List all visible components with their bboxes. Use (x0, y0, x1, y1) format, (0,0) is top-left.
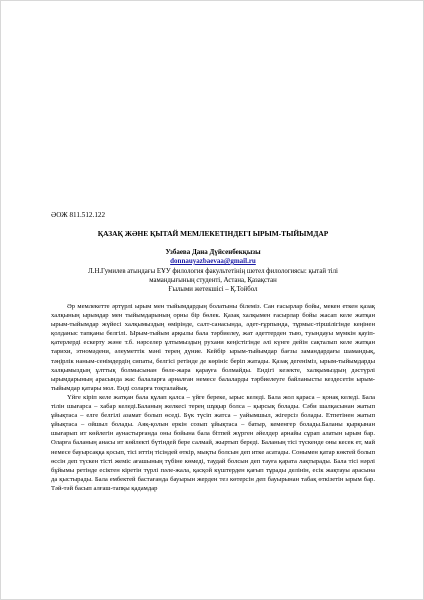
article-body (51, 211, 375, 493)
udc-code: ӘОЖ 811.512.122 (51, 211, 106, 219)
article-title: ҚАЗАҚ ЖӘНЕ ҚЫТАЙ МЕМЛЕКЕТІНДЕГІ ЫРЫМ-ТЫЙЫМДАР (97, 229, 329, 238)
paragraph-1: Әр мемлекетте әртүрлі ырым мен тыйымдардың болатыны білеміз. Сан ғасырлар бойы, мекен еткен қазақ халқының ырымдар мен тыйымдарының орны бір бөлек. Қазақ халқымен ғасырлар бойы жасап келе жатқан ырым-тыйымдар жүйесі халқымыздың өмірінде, салт-санасында, әдет-ғұрпында, тұрмыс-тіршілігінде кеңінен қолданыс тапқаны белгілі. Ырым-тыйым арқылы бала тәрбиелеу, жат әдеттерден тыю, туындауы мүмкін қауіп-қатерлерді ескерту және т.б. нәрселер ұлтымыздың рухани кеңістігінде әлі күнге дейін сақталып келе жатқан тарихи, этномәдени, әлеуметтік мәні терең дүние. Кейбір ырым-тыйымдар бағзы замандардағы шамандық, тәңірлік наным-сенімдердің сипаты, белгісі ретінде де көрініс беріп жатады. Қазақ дегеніміз, ырым-тыйымдарды халқымыздың ұлттық болмысынан бөле-жара қарауға болмайды. Ендігі кезекте, халқымыздың дәстүрлі ырымдарының арасында жас балаларға арналған немесе балаларды тәрбиелеуге байланысты кездесетін ырым-тыйымдар қатары мол. Енді соларға тоқталайық. (51, 303, 375, 392)
author-name: Узбаева Дана Дүйсенбекқызы (165, 248, 261, 256)
paragraph-2: Үйге кіріп келе жатқан бала құлап қалса – үйге береке, ырыс келеді. Бала жол қараса – қонақ келеді. Бала тілін шығарса – хабар келеді.Баланың желкесі терең шұқыр болса – қырсық болады. Сәби шалқасынан жатып ұйықтаса – елге белгілі азамат болып өседі. Бүк түсіп жатса – уайымшыл, жігерсіз болады. Етпетінен жатып ұйықтаса – ойшыл болады. Аяқ-қолын еркін созып ұйықтаса – батыр, кеменгер болады.Баланы қырқынан шығарып ит көйлегін аунастырғанда оны бойына бала бітпей жүрген әйелдер арнайы сұрап алатын ырым бар. Оларға баланың анасы ит көйлекті бүтіндей бере салмай, жыртып береді. Баланың тісі түскенде оны кесек ет, май немесе бауырсаққа қосып, тісі иттің тісіндей өткір, мықты болсын деп итке асатады. Сонымен қатар көктей болып өссін деп түскен тісті жеміс ағашының түбіне көмеді, таудай болсын деп тауға қарата лақтырады. Бала тісі нәрлі бұйымы ретінде есіктен кіретін түрлі пәле-жала, қасқой күштерден қағып тұрады делінін, есік жақтауы арасына да қыстырады. Бала ембектей бастағанда бауырын жерден тез көтерсін деп бауырынан табақ өткізетін ырым бар. Тәй-тәй басып алғаш-тапқы қадамдар (51, 393, 375, 492)
affiliation-line-2: мамандығының студенті, Астана, Қазақстан (149, 277, 277, 284)
affiliation-line-1: Л.Н.Гумилев атындағы ЕҰУ филология факультетінің шетел филологиясы: қытай тілі (88, 268, 338, 275)
scientific-advisor: Ғылыми жетекшісі – Қ.Тойбол (168, 286, 258, 293)
author-email-link[interactable]: donnauyazbaevaa@gmail.ru (170, 257, 256, 265)
